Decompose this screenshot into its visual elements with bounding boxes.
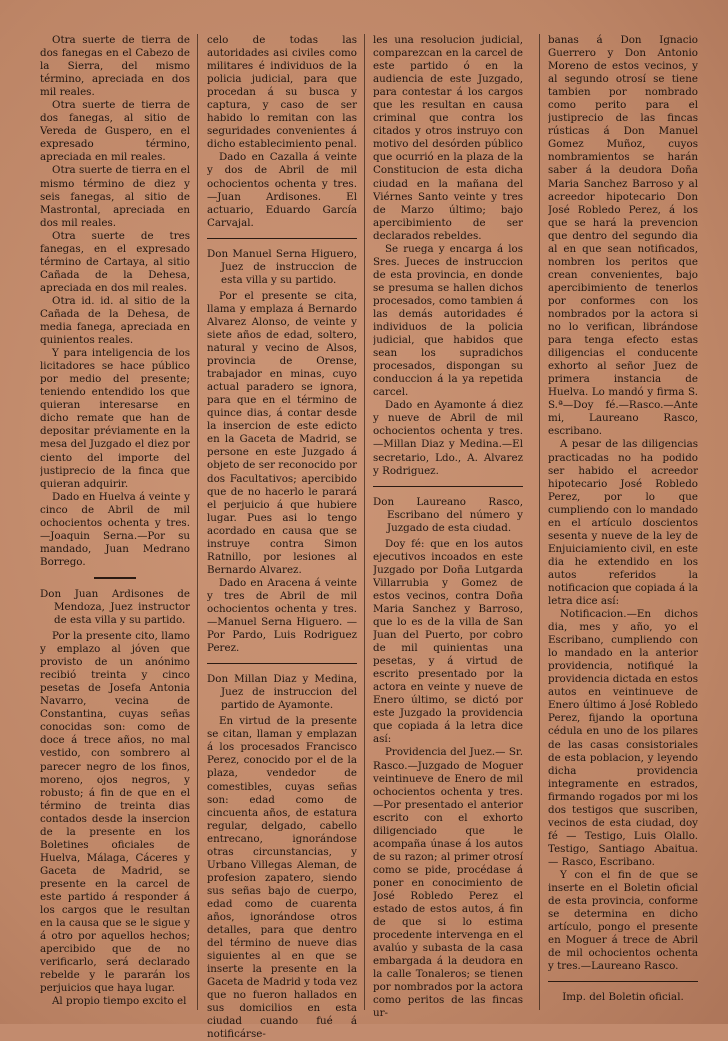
column-4 (548, 34, 698, 1004)
paragraph: Otra id. id. al sitio de la Cañada de la Dehesa, de media fanega, apreciada en quinientos reales. (40, 294, 190, 347)
paragraph: celo de todas las autoridades asi civiles como militares é individuos de la policia judicial, para que procedan á su busca y captura, y caso de ser habido lo remitan con las seguridades convenientes á dicho establecimiento penal. (207, 34, 357, 151)
paragraph: les una resolucion judicial, comparezcan en la carcel de este partido ó en la audiencia de este Juzgado, para contestar á los cargos que les resultan en causa criminal que contra los citados y otros instruyo con motivo del desórden público que ocurrió en la plaza de la Constitucion de esta dicha ciudad en la mañana del Viérnes Santo veinte y tres de Marzo último; bajo apercibimiento de ser declarados rebeldes. (373, 34, 523, 242)
paragraph: Por el presente se cita, llama y emplaza á Bernardo Alvarez Alonso, de veinte y siete años de edad, soltero, natural y vecino de Alsos, provincia de Orense, trabajador en minas, cuyo actual paradero se ignora, para que en el término de quince dias, á contar desde la insercion de este edicto en la Gaceta de Madrid, se persone en este Juzgado á objeto de ser reconocido por dos Facultativos; apercibido que de no hacerlo le parará el perjuicio á que hubiere lugar. Pues asi lo tengo acordado en causa que se instruye contra Simon Ratnillo, por lesiones al Bernardo Alvarez. (207, 289, 357, 576)
paragraph: banas á Don Ignacio Guerrero y Don Antonio Moreno de estos vecinos, y al segundo otrosí se tiene tambien por nombrado como perito para el justiprecio de las fincas rústicas á Don Manuel Gomez Muñoz, cuyos nombramientos se harán saber á la deudora Doña Maria Sanchez Barroso y al acreedor hipotecario Don José Robledo Perez, á los que se hará la prevencion que dentro del segundo dia al en que sean notificados, nombren los peritos que crean convenientes, bajo apercibimiento de tenerlos por conformes con los nombrados por la actora si no lo verifican, librándose para tenga efecto estas diligencias el conducente exhorto al señor Juez de primera instancia de Huelva. Lo mandó y firma S. S.ª—Doy fé.—Rasco.—Ante mi, Laureano Rasco, escribano. (548, 34, 698, 438)
paragraph: Doy fé: que en los autos ejecutivos incoados en este Juzgado por Doña Lutgarda Villarrubia y Gomez de estos vecinos, contra Doña Maria Sanchez y Barroso, que lo es de la villa de San Juan del Puerto, por cobro de mil quinientas una pesetas, y á virtud de escrito presentado por la actora en veinte y nueve de Enero último, se dictó por este Juzgado la providencia que copiada á la letra dice así: (373, 537, 523, 746)
paragraph: Notificacion.—En dichos dia, mes y año, yo el Escribano, cumpliendo con lo mandado en la anterior providencia, notifiqué la providencia dictada en estos autos en veintinueve de Enero último á José Robledo Perez, fijando la oportuna cédula en uno de los pilares de las casas consistoriales de esta poblacion, y leyendo dicha providencia integramente en estrados, firmando rogados por mi los dos testigos que suscriben, vecinos de esta ciudad, doy fé — Testigo, Luis Olallo. Testigo, Santiago Abaitua. — Rasco, Escribano. (548, 608, 698, 868)
notice-heading: Don Laureano Rasco, Escribano del número y Juzgado de esta ciudad. (373, 495, 523, 534)
notice-heading: Don Millan Diaz y Medina, Juez de instruccion del partido de Ayamonte. (207, 673, 357, 712)
column-rule (197, 34, 198, 1010)
paragraph: A pesar de las diligencias practicadas no ha podido ser habido el acreedor hipotecario José Robledo Perez, por lo que cumpliendo con lo mandado en el artículo doscientos sesenta y nueve de la ley de Enjuiciamiento civil, en este dia he extendido en los autos referidos la notificacion que copiada á la letra dice así: (548, 438, 698, 608)
paragraph: Otra suerte de tierra de dos fanegas en el Cabezo de la Sierra, del mismo término, apreciada en dos mil reales. (40, 34, 190, 99)
section-separator (548, 981, 698, 982)
section-separator (207, 663, 357, 664)
printer-imprint: Imp. del Boletin oficial. (562, 991, 684, 1004)
paragraph: Por la presente cito, llamo y emplazo al jóven que provisto de un anónimo recibió treinta y cinco pesetas de Josefa Antonia Navarro, vecina de Constantina, cuyas señas conocidas son: como de doce á trece años, no mal vestido, con sombrero al parecer negro de los finos, moreno, ojos negros, y robusto; á fin de que en el término de treinta dias contados desde la insercion de la presente en los Boletines oficiales de Huelva, Málaga, Cáceres y Gaceta de Madrid, se presente en la carcel de este partido á responder á los cargos que le resultan en la causa que se le sigue y á otro por aquellos hechos; apercibido que de no verificarlo, será declarado rebelde y le pararán los perjuicios que haya lugar. (40, 630, 190, 995)
paragraph: En virtud de la presente se citan, llaman y emplazan á los procesados Francisco Perez, conocido por el de la plaza, vendedor de comestibles, cuyas señas son: edad como de cincuenta años, de estatura regular, delgado, cabello entrecano, ignorándose otras circunstancias, y Urbano Villegas Aleman, de profesion zapatero, siendo sus señas bajo de cuerpo, edad como de cuarenta años, ignorándose otros detalles, para que dentro del término de nueve dias siguientes al en que se inserte la presente en la Gaceta de Madrid y toda vez que no fueron hallados en sus domicilios en esta ciudad cuando fué á notificárse- (207, 715, 357, 1041)
signature-paragraph: Dado en Ayamonte á diez y nueve de Abril de mil ochocientos ochenta y tres.—Millan Diaz y Medina.—El secretario, Ldo., A. Alvarez y Rodriguez. (373, 399, 523, 477)
notice-heading: Don Juan Ardisones de Mendoza, Juez instructor de esta villa y su partido. (40, 587, 190, 627)
section-separator (94, 577, 136, 579)
paragraph: Al propio tiempo excito el (52, 995, 187, 1008)
column-1 (40, 34, 190, 1008)
paragraph: Otra suerte de tierra de dos fanegas, al sitio de Vereda de Guspero, en el expresado término, apreciada en mil reales. (40, 99, 190, 164)
paragraph: Se ruega y encarga á los Sres. Jueces de instruccion de esta provincia, en donde se presuma se hallen dichos procesados, como tambien á las demás autoridades é individuos de la policia judicial, que habidos que sean los supradichos procesados, dispongan su conduccion á la ya repetida carcel. (373, 242, 523, 399)
section-separator (373, 486, 523, 487)
signature-paragraph: Dado en Aracena á veinte y tres de Abril de mil ochocientos ochenta y tres.—Manuel Serna Higuero. — Por Pardo, Luis Rodriguez Perez. (207, 576, 357, 655)
section-separator (207, 238, 357, 239)
signature-paragraph: Dado en Huelva á veinte y cinco de Abril de mil ochocientos ochenta y tres.—Joaquin Serna.—Por su mandado, Juan Medrano Borrego. (40, 490, 190, 568)
column-2 (207, 34, 357, 1041)
signature-paragraph: Dado en Cazalla á veinte y dos de Abril de mil ochocientos ochenta y tres.—Juan Ardisones. El actuario, Eduardo García Carvajal. (207, 151, 357, 229)
notice-heading: Don Manuel Serna Higuero, Juez de instruccion de esta villa y su partido. (207, 247, 357, 286)
paragraph: Otra suerte de tres fanegas, en el expresado término de Cartaya, al sitio Cañada de la Dehesa, apreciada en dos mil reales. (40, 229, 190, 294)
paragraph: Y para inteligencia de los licitadores se hace público por medio del presente; teniendo entendido los que quieran interesarse en dicho remate que han de depositar préviamente en la mesa del Juzgado el diez por ciento del importe del justiprecio de la finca que quieran adquirir. (40, 347, 190, 490)
column-rule (539, 34, 540, 1010)
paragraph: Providencia del Juez.— Sr. Rasco.—Juzgado de Moguer veintinueve de Enero de mil ochocientos ochenta y tres.—Por presentado el anterior escrito con el exhorto diligenciado que le acompaña únase á los autos de su razon; al primer otrosí como se pide, procédase á poner en conocimiento de José Robledo Perez el estado de estos autos, á fin de que si lo estima procedente intervenga en el avalúo y subasta de la casa embargada á la deudora en la calle Tonaleros; se tienen por nombrados por la actora como peritos de las fincas ur- (373, 746, 523, 1020)
column-rule (364, 34, 365, 1010)
paragraph: Y con el fin de que se inserte en el Boletin oficial de esta provincia, conforme se determina en dicho artículo, pongo el presente en Moguer á trece de Abril de mil ochocientos ochenta y tres.—Laureano Rasco. (548, 869, 698, 973)
paragraph: Otra suerte de tierra en el mismo término de diez y seis fanegas, al sitio de Mastrontal, apreciada en dos mil reales. (40, 164, 190, 229)
column-3 (373, 34, 523, 1020)
